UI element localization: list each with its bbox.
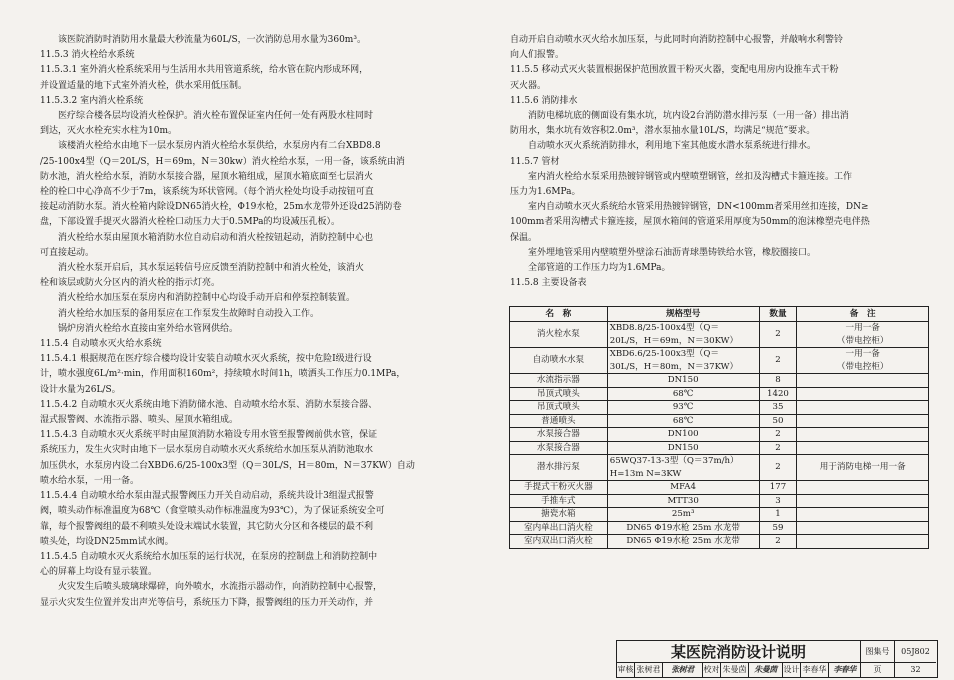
- text-line: 向人们报警。: [510, 50, 565, 61]
- cell-name: 潜水排污泵: [510, 455, 608, 481]
- text-line: 11.5.7 管材: [510, 156, 560, 167]
- cell-name: 搪瓷水箱: [510, 508, 608, 522]
- text-line: 靠，每个报警阀组的最不利喷头处设末端试水装置，其它防火分区和各楼层的最不利: [40, 521, 374, 532]
- cell-name: 吊顶式喷头: [510, 387, 608, 401]
- cell-spec: [607, 441, 759, 455]
- cell-note: [797, 387, 929, 401]
- text-line: 自动喷水灭火系统消防排水，利用地下室其他废水潜水泵系统进行排水。: [528, 141, 817, 152]
- check-label: 校对: [703, 663, 721, 677]
- cell-note-line1: 一用一备: [845, 323, 880, 333]
- cell-spec-line1: DN100: [667, 429, 699, 439]
- cell-note: [797, 494, 929, 508]
- text-line: 11.5.8 主要设备表: [510, 278, 587, 289]
- cell-name: 自动喷水水泵: [510, 348, 608, 374]
- text-line: 压力为1.6MPa。: [510, 187, 581, 198]
- cell-name: 吊顶式喷头: [510, 401, 608, 415]
- text-line: 火灾发生后喷头玻璃球爆碎，向外喷水，水流指示器动作，向消防控制中心报警，: [58, 582, 383, 593]
- cell-note: [797, 521, 929, 535]
- text-line: 湿式报警阀、水流指示器、喷头、屋顶水箱组成。: [40, 415, 239, 426]
- cell-spec-line1: DN65 Φ19水枪 25m 水龙带: [626, 522, 740, 533]
- equipment-table: [509, 306, 929, 549]
- text-line: 防水池，消火栓给水泵，消防水泵接合器，屋顶水箱组成，屋顶水箱底面至七层消火: [40, 171, 374, 182]
- header-qty: 数量: [759, 307, 797, 322]
- text-line: 心的屏幕上均设有显示装置。: [40, 567, 158, 578]
- table-row: [510, 494, 929, 508]
- page-number: 32: [910, 665, 921, 674]
- text-line: 可直接起动。: [40, 247, 95, 258]
- text-line: 室内消火栓给水泵采用热镀锌钢管或内壁喷塑钢管，丝扣及沟槽式卡箍连接。工作: [528, 171, 853, 182]
- text-line: 并设置适量的地下式室外消火栓，供水采用低压制。: [40, 80, 248, 91]
- text-line: 盘，下部设置手提灭火器消火栓栓口动压力大于0.5MPa的均设减压孔板）。: [40, 217, 341, 228]
- checker-signature: 朱曼茵: [749, 663, 783, 677]
- cell-qty: 2: [759, 455, 797, 481]
- cell-note: [797, 535, 929, 549]
- text-line: 11.5.4.5 自动喷水灭火系统给水加压泵的运行状况，在泵房的控制盘上和消防控制中: [40, 551, 378, 562]
- cell-spec-line2: 30L/S，H＝80m，N＝37KW）: [609, 361, 739, 372]
- table-row: [510, 521, 929, 535]
- text-line: 消火栓给水加压泵在泵房内和消防控制中心均设手动开启和停泵控制装置。: [58, 293, 356, 304]
- text-line: 11.5.4.3 自动喷水灭火系统平时由屋顶消防水箱设专用水管至报警阀前供水管，保证: [40, 430, 378, 441]
- left-text-column: [40, 33, 480, 611]
- cell-spec: [607, 348, 759, 374]
- text-line: 锅炉房消火栓给水直接由室外给水管网供给。: [58, 323, 239, 334]
- table-row: [510, 348, 929, 374]
- table-row: [510, 322, 929, 348]
- text-line: 11.5.3.1 室外消火栓系统采用与生活用水共用管道系统，给水管在院内形成环网，: [40, 65, 369, 76]
- cell-spec: [607, 481, 759, 495]
- table-row: [510, 455, 929, 481]
- cell-name: 消火栓水泵: [510, 322, 608, 348]
- cell-note-line2: （带电控柜）: [836, 335, 889, 346]
- text-line: 喷水给水泵，一用一备。: [40, 475, 140, 486]
- review-label: 审核: [617, 663, 635, 677]
- table-row: [510, 508, 929, 522]
- header-note: 备 注: [797, 307, 929, 322]
- design-label: 设计: [783, 663, 801, 677]
- cell-qty: 8: [759, 374, 797, 388]
- cell-name: 手推车式: [510, 494, 608, 508]
- text-line: 该楼消火栓给水由地下一层水泵房内消火栓给水泵供给，水泵房内有二台XBD8.8: [58, 141, 381, 152]
- text-line: 接起动消防水泵。消火栓箱内除设DN65消火栓，Φ19水枪，25m水龙带外还设d25消防卷: [40, 202, 402, 213]
- cell-spec-line1: MFA4: [670, 482, 696, 492]
- text-line: 室外埋地管采用内壁喷塑外壁涂石油沥青球墨铸铁给水管，橡胶圈接口。: [528, 247, 817, 258]
- text-line: 消防电梯坑底的侧面设有集水坑，坑内设2台消防潜水排污泵（一用一备）排出消: [528, 111, 849, 122]
- text-line: 栓和该层或防火分区内的消火栓的指示灯亮。: [40, 278, 221, 289]
- text-line: 消火栓给水加压泵的备用泵应在工作泵发生故障时自动投入工作。: [58, 308, 320, 319]
- cell-spec: [607, 401, 759, 415]
- cell-spec-line1: XBD6.6/25-100x3型（Q＝: [609, 349, 720, 359]
- text-line: 消火栓给水泵由屋顶水箱消防水位自动启动和消火栓按钮起动，消防控制中心也: [58, 232, 374, 243]
- text-line: 11.5.4.1 根据规范在医疗综合楼均设计安装自动喷水灭火系统，按中危险I级进行设: [40, 354, 372, 365]
- cell-spec-line1: 93℃: [672, 402, 694, 412]
- atlas-number: 05J802: [895, 641, 936, 663]
- cell-spec-line1: DN150: [667, 442, 699, 453]
- text-line: 11.5.3 消火栓给水系统: [40, 50, 135, 61]
- cell-note: [797, 481, 929, 495]
- cell-name: 普通喷头: [510, 414, 608, 428]
- cell-qty: 1: [759, 508, 797, 522]
- table-row: [510, 414, 929, 428]
- cell-name: 手提式干粉灭火器: [510, 481, 608, 495]
- cell-spec: [607, 508, 759, 522]
- cell-spec: [607, 374, 759, 388]
- text-line: 设计水量为26L/S。: [40, 384, 121, 395]
- cell-spec: [607, 387, 759, 401]
- checker-name: 朱曼茵: [721, 663, 749, 677]
- cell-spec-line1: 68℃: [672, 415, 694, 426]
- text-line: 11.5.4.2 自动喷水灭火系统由地下消防储水池、自动喷水给水泵、消防水泵接合器、: [40, 399, 378, 410]
- cell-name: 水泵接合器: [510, 441, 608, 455]
- cell-spec: [607, 428, 759, 442]
- text-line: 该医院消防时消防用水量最大秒流量为60L/S，一次消防总用水量为360m³。: [58, 35, 366, 45]
- cell-note-line2: （带电控柜）: [836, 361, 889, 372]
- text-line: 阀，喷头动作标准温度为68℃（食堂喷头动作标准温度为93℃），为了保证系统安全可: [40, 506, 385, 517]
- cell-note: [797, 428, 929, 442]
- cell-spec-line1: 65WQ37-13-3型（Q＝37m/h）: [609, 456, 739, 466]
- cell-qty: 2: [759, 428, 797, 442]
- table-row: [510, 401, 929, 415]
- cell-note: [797, 508, 929, 522]
- reviewer-signature: 张树君: [663, 663, 703, 677]
- cell-note: [797, 374, 929, 388]
- cell-note: [797, 348, 929, 374]
- cell-note-line1: 一用一备: [845, 349, 880, 359]
- cell-qty: 3: [759, 494, 797, 508]
- text-line: 全部管道的工作压力均为1.6MPa。: [528, 263, 671, 274]
- header-name: 名 称: [510, 307, 608, 322]
- cell-qty: 59: [759, 521, 797, 535]
- text-line: 11.5.4 自动喷水灭火给水系统: [40, 339, 162, 350]
- text-line: 自动开启自动喷水灭火给水加压泵，与此同时向消防控制中心报警，并敲响水利警铃: [510, 35, 844, 45]
- text-line: 灭火器。: [510, 80, 547, 91]
- text-line: 11.5.5 移动式灭火装置根据保护范围放置干粉灭火器，变配电用房内设推车式干粉: [510, 65, 839, 76]
- cell-spec: [607, 521, 759, 535]
- designer-signature: 李春华: [829, 663, 861, 677]
- text-line: 防用水，集水坑有效容积2.0m³，潜水泵抽水量10L/S，均满足“规范”要求。: [510, 126, 816, 137]
- text-line: 11.5.6 消防排水: [510, 95, 578, 106]
- text-line: 医疗综合楼各层均设消火栓保护。消火栓布置保证室内任何一处有两股水柱同时: [58, 111, 374, 122]
- cell-spec-line1: 25m³: [671, 509, 695, 519]
- table-row: [510, 374, 929, 388]
- cell-qty: 2: [759, 322, 797, 348]
- cell-note: [797, 441, 929, 455]
- text-line: 100mm者采用沟槽式卡箍连接，屋顶水箱间的管道采用厚度为50mm的泡沫橡塑壳电伴热: [510, 217, 870, 228]
- text-line: 计，喷水强度6L/m²·min，作用面积160m²，持续喷水时间1h，喷洒头工作压力0.1MPa，: [40, 369, 406, 380]
- cell-spec-line1: DN65 Φ19水枪 25m 水龙带: [626, 536, 740, 546]
- text-line: 栓的栓口中心净高不少于7m，该系统为环状管网。（每个消火栓处均设手动按钮可直: [40, 187, 374, 198]
- page-label: 页: [861, 663, 895, 677]
- cell-qty: 2: [759, 348, 797, 374]
- cell-note: [797, 455, 929, 481]
- header-spec: 规格型号: [607, 307, 759, 322]
- cell-qty: 35: [759, 401, 797, 415]
- text-line: 系统压力，发生火灾时由地下一层水泵房自动喷水灭火系统给水加压泵从消防池取水: [40, 445, 374, 456]
- table-row: [510, 387, 929, 401]
- cell-spec-line1: DN150: [667, 375, 699, 385]
- text-line: 加压供水，水泵房内设二台XBD6.6/25-100x3型（Q＝30L/S，H＝80m，N＝37KW）自动: [40, 460, 415, 471]
- table-row: [510, 481, 929, 495]
- title-block: [616, 640, 938, 678]
- cell-qty: 2: [759, 441, 797, 455]
- reviewer-name: 张树君: [635, 663, 663, 677]
- drawing-title: 某医院消防设计说明: [617, 641, 861, 663]
- text-line: 显示火灾发生位置并发出声光等信号，系统压力下降，报警阀组的压力开关动作，并: [40, 597, 374, 608]
- cell-name: 水泵接合器: [510, 428, 608, 442]
- cell-name: 室内双出口消火栓: [510, 535, 608, 549]
- table-header-row: [510, 307, 929, 322]
- text-line: 消火栓水泵开启后，其水泵运转信号应反馈至消防控制中和消火栓处，该消火: [58, 263, 365, 274]
- text-line: 11.5.3.2 室内消火栓系统: [40, 95, 144, 106]
- text-line: 11.5.4.4 自动喷水给水泵由湿式报警阀压力开关自动启动，系统共设计3组湿式报警: [40, 491, 374, 502]
- right-text-column: [510, 33, 930, 291]
- cell-spec-line2: H=13m N=3KW: [609, 468, 682, 479]
- table-row: [510, 441, 929, 455]
- cell-qty: 177: [759, 481, 797, 495]
- cell-note: [797, 401, 929, 415]
- table-row: [510, 535, 929, 549]
- cell-qty: 50: [759, 414, 797, 428]
- cell-spec: [607, 535, 759, 549]
- text-line: 到达，灭火水栓充实水柱为10m。: [40, 126, 177, 137]
- cell-note: [797, 322, 929, 348]
- cell-spec: [607, 455, 759, 481]
- cell-spec: [607, 494, 759, 508]
- cell-spec-line1: XBD8.8/25-100x4型（Q＝: [609, 323, 720, 333]
- text-line: 室内自动喷水灭火系统给水管采用热镀锌钢管，DN<100mm者采用丝扣连接，DN≥: [528, 202, 869, 213]
- text-line: 喷头处，均设DN25mm试水阀。: [40, 536, 174, 547]
- cell-qty: 1420: [759, 387, 797, 401]
- cell-spec-line2: 20L/S，H＝69m，N＝30KW）: [609, 335, 739, 346]
- cell-note-line1: 用于消防电梯一用一备: [819, 462, 906, 473]
- cell-name: 室内单出口消火栓: [510, 521, 608, 535]
- designer-name: 李春华: [801, 663, 829, 677]
- cell-spec-line1: MTT30: [667, 495, 699, 506]
- atlas-label: 图集号: [861, 641, 895, 663]
- cell-name: 水流指示器: [510, 374, 608, 388]
- cell-spec: [607, 322, 759, 348]
- cell-spec: [607, 414, 759, 428]
- table-row: [510, 428, 929, 442]
- cell-qty: 2: [759, 535, 797, 549]
- cell-note: [797, 414, 929, 428]
- text-line: /25-100x4型（Q＝20L/S，H＝69m，N＝30kw）消火栓给水泵，一用一备，该系统由消: [40, 156, 405, 167]
- cell-spec-line1: 68℃: [672, 388, 694, 399]
- text-line: 保温。: [510, 232, 538, 243]
